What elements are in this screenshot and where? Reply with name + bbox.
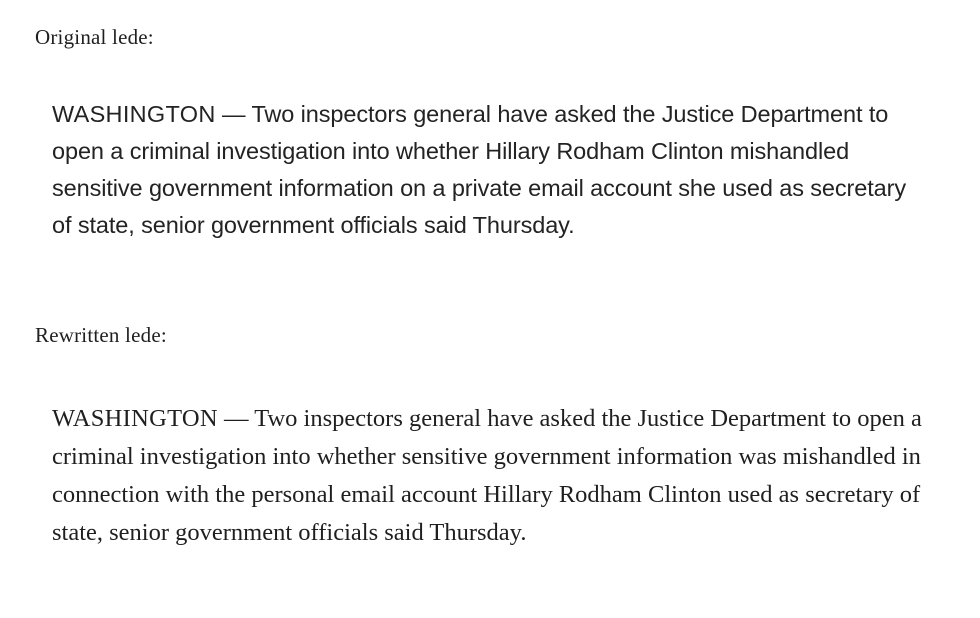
- rewritten-lede-body: Two inspectors general have asked the Justice Department to open a criminal investigation into whether sensitive government information was mishandled in connection with the personal email account Hillary Rodham Clinton used as secretary of state, senior government officials said Thursday.: [52, 405, 922, 546]
- original-lede-body: Two inspectors general have asked the Justice Department to open a criminal investigation into whether Hillary Rodham Clinton mishandled sensitive government information on a private email account she used as secretary of state, senior government officials said Thursday.: [52, 101, 907, 238]
- rewritten-lede-paragraph: [52, 400, 922, 552]
- rewritten-lede-dash: —: [217, 405, 255, 432]
- original-lede-dash: —: [215, 101, 252, 127]
- original-lede-label: Original lede:: [35, 25, 154, 49]
- rewritten-lede-dateline: WASHINGTON: [52, 405, 218, 432]
- original-lede-paragraph: [52, 96, 922, 244]
- original-lede-dateline: WASHINGTON: [52, 101, 216, 127]
- rewritten-lede-label: Rewritten lede:: [35, 323, 167, 347]
